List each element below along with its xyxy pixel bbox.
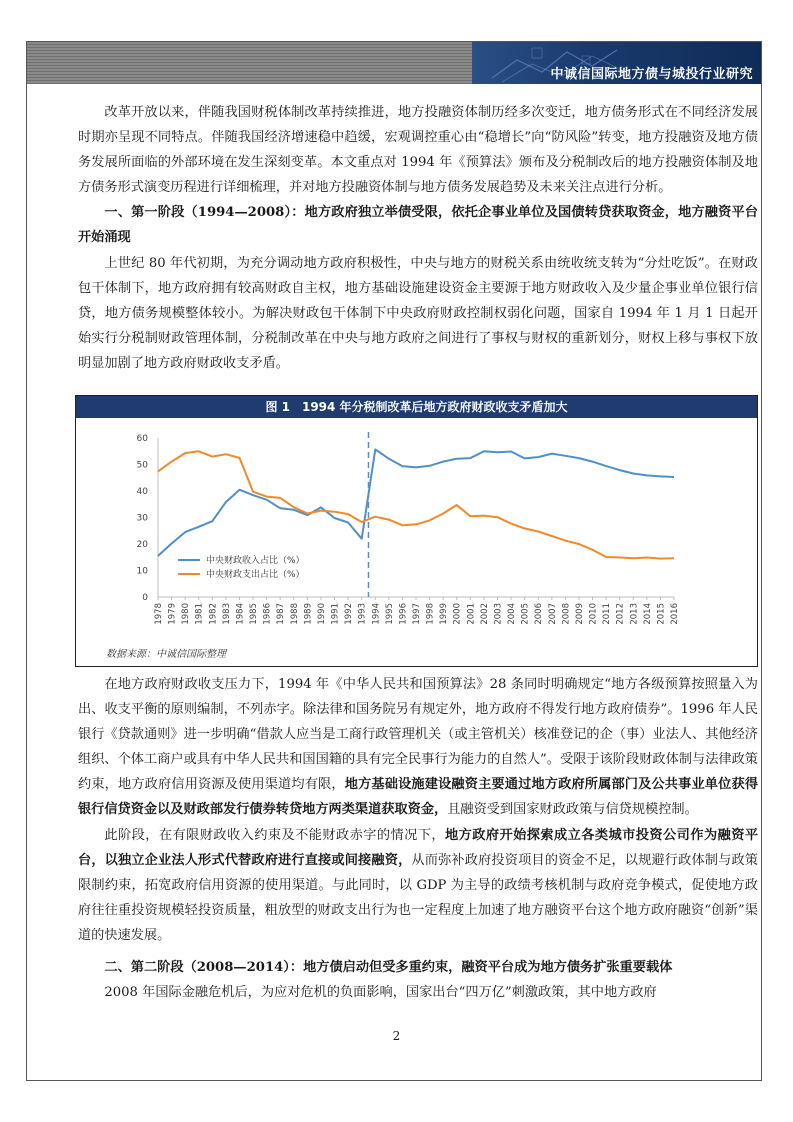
x-tick-label: 1988 xyxy=(289,603,300,625)
x-tick-label: 2001 xyxy=(466,603,477,625)
platforms-emphasis: 地方政府开始探索成立各类城市投资公司作为融资平台，以独立企业法人形式代替政府进行直接或间接融资， xyxy=(78,827,759,868)
fiscal-ratio-chart xyxy=(76,418,757,643)
x-tick-label: 2008 xyxy=(561,603,572,625)
y-tick-label: 20 xyxy=(136,540,148,550)
section-heading-1: 一、第一阶段（1994—2008）：地方政府独立举债受限，依托企事业单位及国债转贷获取资金，地方融资平台开始涌现 xyxy=(78,205,758,246)
x-tick-label: 1987 xyxy=(276,603,287,625)
x-tick-label: 2015 xyxy=(656,603,667,625)
header-banner xyxy=(472,42,761,84)
article-body xyxy=(78,100,758,376)
x-tick-label: 2014 xyxy=(642,603,653,625)
x-tick-label: 1989 xyxy=(303,603,314,625)
legend-label-1: 中央财政收入占比（%） xyxy=(206,556,305,566)
x-tick-label: 2003 xyxy=(493,603,504,625)
page-header xyxy=(27,42,761,84)
x-tick-label: 1982 xyxy=(208,603,219,625)
header-title: 中诚信国际地方债与城投行业研究 xyxy=(550,67,753,82)
intro-paragraph: 改革开放以来，伴随我国财税体制改革持续推进，地方投融资体制历经多次变迁，地方债务形式在不同经济发展时期亦呈现不同特点。伴随我国经济增速稳中趋缓，宏观调控重心由“稳增长”向“防风险”转变，地方投融资及地方债务发展所面临的外部环境在发生深刻变革。本文重点对 1994 年《预算法》颁布及分税制改后的地方投融资体制及地方债务形式演变历程进行详细梳理，并对地方投融资体制与地方债务发展趋势及未来关注点进行分析。 xyxy=(78,105,758,196)
legend-label-2: 中央财政支出占比（%） xyxy=(206,570,305,580)
x-tick-label: 1985 xyxy=(249,603,260,625)
paragraph-fiscal-history: 上世纪 80 年代初期，为充分调动地方政府积极性，中央与地方的财税关系由统收统支转为“分灶吃饭”。在财政包干体制下，地方政府拥有较高财政自主权，地方基础设施建设资金主要源于地方财政收入及少量企事业单位银行信贷，地方债务规模整体较小。为解决财政包干体制下中央政府财政控制权弱化问题，国家自 1994 年 1 月 1 日起开始实行分税制财政管理体制，分税制改革在中央与地方政府之间进行了事权与财权的重新划分，财权上移与事权下放明显加剧了地方政府财政收支矛盾。 xyxy=(78,255,758,371)
x-tick-label: 2012 xyxy=(615,603,626,625)
x-tick-label: 2009 xyxy=(574,603,585,625)
x-tick-label: 1990 xyxy=(316,603,327,625)
series-line-1 xyxy=(158,449,674,556)
x-tick-label: 1994 xyxy=(371,603,382,625)
x-tick-label: 2010 xyxy=(588,603,599,625)
x-tick-label: 1984 xyxy=(235,603,246,625)
x-tick-label: 2002 xyxy=(479,603,490,625)
x-tick-label: 2016 xyxy=(670,603,680,625)
x-tick-label: 1978 xyxy=(154,603,164,625)
x-tick-label: 1995 xyxy=(384,603,395,625)
x-tick-label: 1986 xyxy=(262,603,273,625)
platforms-text: 此阶段，在有限财政收入约束及不能财政赤字的情况下， xyxy=(104,827,446,843)
x-tick-label: 2006 xyxy=(534,603,545,625)
budget-law-text-end: 且融资受到国家财政政策与信贷规模控制。 xyxy=(447,802,698,818)
y-tick-label: 30 xyxy=(136,513,148,524)
budget-law-text: 在地方政府财政收支压力下，1994 年《中华人民共和国预算法》28 条同时明确规定“地方各级预算按照量入为出、收支平衡的原则编制，不列赤字。除法律和国务院另有规定外，地方政府不得发行地方政府债券”。1996 年人民银行《贷款通则》进一步明确“借款人应当是工商行政管理机关（或主管机关）核准登记的企（事）业法人、其他经济组织、个体工商户或具有中华人民共和国国籍的具有完全民事行为能力的自然人”。受限于该阶段财政体制与法律政策约束，地方政府信用资源及使用渠道均有限， xyxy=(78,677,758,793)
paragraph-platforms xyxy=(78,823,758,948)
y-tick-label: 10 xyxy=(136,566,148,577)
x-tick-label: 2000 xyxy=(452,603,463,625)
x-tick-label: 2004 xyxy=(507,603,518,625)
budget-law-emphasis: 地方基础设施建设融资主要通过地方政府所属部门及公共事业单位获得银行信贷资金以及财政部发行债券转贷地方两类渠道获取资金， xyxy=(78,777,759,818)
x-tick-label: 2013 xyxy=(629,603,640,625)
section-heading-2: 二、第二阶段（2008—2014）：地方债启动但受多重约束，融资平台成为地方债务扩张重要载体 xyxy=(104,960,673,976)
x-tick-label: 2005 xyxy=(520,603,531,625)
x-tick-label: 1997 xyxy=(412,603,422,625)
article-body-continued xyxy=(78,672,758,1005)
x-tick-label: 1980 xyxy=(181,603,192,625)
y-tick-label: 50 xyxy=(136,460,148,471)
x-tick-label: 1991 xyxy=(330,603,341,625)
x-tick-label: 1998 xyxy=(425,603,436,625)
x-tick-label: 2011 xyxy=(602,603,613,625)
y-tick-label: 0 xyxy=(142,593,148,603)
paragraph-crisis: 2008 年国际金融危机后，为应对危机的负面影响，国家出台“四万亿”刺激政策，其中地方政府 xyxy=(104,985,657,1001)
x-tick-label: 1996 xyxy=(398,603,409,625)
x-tick-label: 1999 xyxy=(439,603,450,625)
y-tick-label: 40 xyxy=(136,487,148,497)
x-tick-label: 1983 xyxy=(221,603,232,625)
page-number: 2 xyxy=(392,1029,401,1043)
paragraph-budget-law xyxy=(78,672,758,823)
x-tick-label: 1993 xyxy=(357,603,368,625)
x-tick-label: 1979 xyxy=(167,603,178,625)
platforms-text-end: 从而弥补政府投资项目的资金不足，以规避行政体制与政策限制约束，拓宽政府信用资源的使用渠道。与此同时，以 GDP 为主导的政绩考核机制与政府竞争模式，促使地方政府往往重投资规模轻投资质量，粗放型的财政支出行为也一定程度上加速了地方融资平台这个地方政府融资“创新”渠道的快速发展。 xyxy=(78,852,758,943)
x-tick-label: 2007 xyxy=(547,603,558,625)
figure-1 xyxy=(75,395,758,667)
y-tick-label: 60 xyxy=(136,434,148,444)
figure-title: 图 1 1994 年分税制改革后地方政府财政收支矛盾加大 xyxy=(76,396,757,418)
x-tick-label: 1981 xyxy=(194,603,205,625)
x-tick-label: 1992 xyxy=(344,603,355,625)
figure-source: 数据来源：中诚信国际整理 xyxy=(106,649,226,660)
